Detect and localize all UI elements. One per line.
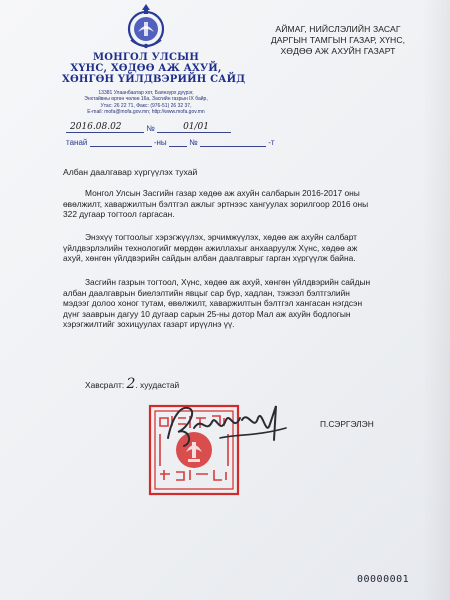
signer-name: П.СЭРГЭЛЭН (320, 419, 374, 429)
contact-line: Энхтайвны өргөн чөлөө 16а, Засгийн газрын IX байр, (84, 96, 208, 103)
ministry-line: ХҮНС, ХӨДӨӨ АЖ АХУЙ, (70, 63, 222, 74)
recipient-line: ХӨДӨӨ АЖ АХУЙН ГАЗАРТ (280, 46, 396, 56)
attachment-label: Хавсралт: (85, 380, 125, 390)
recipient-address (246, 24, 430, 57)
paragraph-line: Монгол Улсын Засгийн газар хөдөө аж ахуйн салбарын 2016-2017 оны (85, 188, 360, 198)
paragraph-line: Энэхүү тогтоолыг хэрэгжүүлэх, эрчимжүүлэх, хөдөө аж ахуйн салбарт (85, 232, 358, 242)
ref-suffix: -т (268, 138, 275, 147)
attachment-count: 2 (126, 376, 136, 392)
attachment-suffix: . хуудастай (135, 380, 180, 390)
signature-icon (158, 398, 308, 454)
ministry-line: МОНГОЛ УЛСЫН (93, 52, 199, 63)
paragraph-line: Засгийн газрын тогтоол, Хүнс, хөдөө аж ахуй, хөнгөн үйлдвэрийн сайдын (85, 277, 371, 287)
ref-label-your: танай (66, 138, 88, 147)
date-number-row (66, 122, 231, 133)
ministry-contacts (62, 90, 230, 116)
paragraph-line: өвөлжилт, хаваржилтын бэлтгэл ажлыг эртнээс хангуулах зорилгоор 2016 оны (63, 198, 369, 209)
reference-row (66, 136, 275, 147)
paragraph-line: үйлдвэрлэлийн технологийг мөрдөн ажиллахыг анхааруулж Хүнс, хөдөө аж (63, 242, 358, 253)
date-value: 2016.08.02 (70, 122, 122, 132)
serial-number: 00000001 (357, 574, 410, 585)
number-value: 01/01 (183, 122, 209, 132)
ministry-name (62, 52, 246, 85)
paragraph-2 (63, 232, 405, 264)
letter-subject: Албан даалгавар хүргүүлэх тухай (63, 167, 198, 177)
date-field (66, 122, 144, 133)
paragraph-1 (63, 188, 405, 220)
ref-number-field (200, 136, 266, 147)
paragraph-line: 322 дугаар тогтоол гаргасан. (63, 209, 175, 219)
paragraph-line: ахуй, хөнгөн үйлдвэрийн сайдын албан даалгаврыг гарган хүргүүлж байна. (63, 253, 356, 263)
attachment-line (85, 376, 179, 392)
ref-date-field (90, 136, 152, 147)
contact-line: Утас: 26 22 71, Факс: (976-51) 26 32 37, (100, 102, 192, 109)
ref-gap-field (169, 136, 187, 147)
number-label: № (146, 124, 155, 133)
ministry-line: ХӨНГӨН ҮЙЛДВЭРИЙН САЙД (62, 74, 246, 85)
paragraph-line: албан даалгаврын биелэлтийн явцыг сар бүр, хадлан, тэжээл бэлтгэлийн (63, 287, 350, 298)
recipient-line: ДАРГЫН ТАМГЫН ГАЗАР, ХҮНС, (270, 35, 406, 45)
state-emblem-icon (125, 2, 167, 50)
number-field (157, 122, 231, 133)
recipient-line: АЙМАГ, НИЙСЛЭЛИЙН ЗАСАГ (275, 24, 401, 34)
ref-label-date-suffix: -ны (153, 138, 167, 147)
contact-line: E-mail: mofa@mofa.gov.mn; http://www.mofa.gov.mn (87, 109, 205, 116)
paragraph-line: дүнг зааврын дагуу 10 дугаар сарын 25-ны дотор Мал аж ахуйн бодлогын (63, 308, 351, 319)
ref-label-number: № (189, 138, 198, 147)
contact-line: 13381 Улаанбаатар хот, Баянзүрх дүүрэг, (98, 90, 194, 96)
paragraph-3 (63, 277, 405, 330)
paragraph-line: мэдээг долоо хоног тутам, өвөлжилт, хаваржилтын бэлтгэл хангасан нэгдсэн (63, 298, 363, 308)
paragraph-line: хэрэгжилтийг зохицуулах газарт ирүүлнэ үү. (63, 319, 235, 329)
